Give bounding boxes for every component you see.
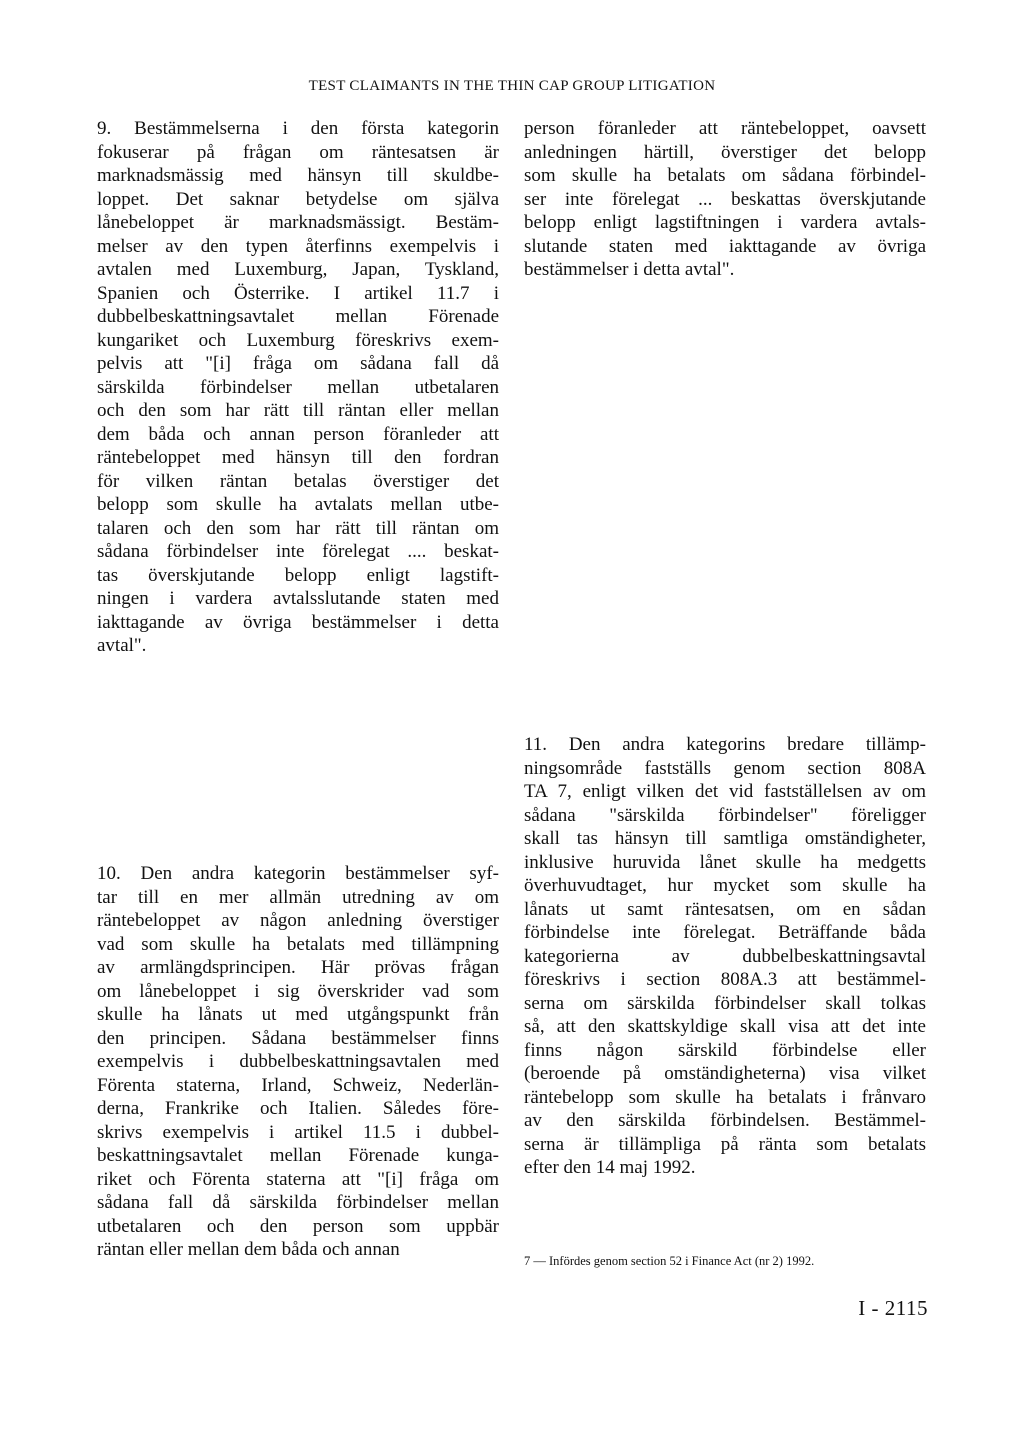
text-line: 11. Den andra kategorins bredare tillämp- <box>524 734 926 755</box>
text-line: räntebelopp som skulle ha betalats i frånvaro <box>524 1086 926 1108</box>
paragraph-11 <box>524 733 926 1180</box>
text-line: TA 7, enligt vilken det vid fastställelsen av om <box>524 781 926 802</box>
text-line: riket och Förenta staterna att "[i] fråga om <box>97 1168 499 1190</box>
text-line: (beroende på omständigheterna) visa vilket <box>524 1063 926 1084</box>
text-line: tas överskjutande belopp enligt lagstift- <box>97 564 499 586</box>
text-line: beskattningsavtalet mellan Förenade kunga- <box>97 1145 499 1166</box>
text-line: av den särskilda förbindelsen. Bestämmel- <box>524 1110 926 1131</box>
text-line: av armlängdsprincipen. Här prövas frågan <box>97 957 499 978</box>
text-line: räntan eller mellan dem båda och annan <box>97 1239 400 1260</box>
text-line: melser av den typen återfinns exempelvis i <box>97 235 499 257</box>
text-line: avtalen med Luxemburg, Japan, Tyskland, <box>97 259 499 280</box>
text-line: kungariket och Luxemburg föreskrivs exem- <box>97 329 499 351</box>
text-line: dubbelbeskattningsavtalet mellan Förenade <box>97 306 499 327</box>
text-line: vad som skulle ha betalats med tillämpning <box>97 933 499 955</box>
text-line: föreskrivs i section 808A.3 att bestämmel- <box>524 969 926 990</box>
page-number: I - 2115 <box>858 1296 928 1320</box>
text-line: om lånebeloppet i sig överskrider vad som <box>97 980 499 1002</box>
text-line: lånats ut samt räntesatsen, om en sådan <box>524 898 926 920</box>
text-line: överhuvudtaget, hur mycket som skulle ha <box>524 875 926 896</box>
text-line: person föranleder att räntebeloppet, oavsett <box>524 118 926 139</box>
text-line: räntebeloppet av någon anledning överstiger <box>97 910 499 931</box>
text-line: ser inte förelegat ... beskattas överskjutande <box>524 188 926 210</box>
text-line: derna, Frankrike och Italien. Således före- <box>97 1098 499 1119</box>
text-line: utbetalaren och den person som uppbär <box>97 1215 499 1237</box>
text-line: iakttagande av övriga bestämmelser i detta <box>97 611 499 633</box>
text-line: talaren och den som har rätt till räntan om <box>97 517 499 539</box>
text-line: anledningen härtill, överstiger det belopp <box>524 141 926 163</box>
text-line: dem båda och annan person föranleder att <box>97 423 499 445</box>
text-line: förbindelse inte förelegat. Beträffande båda <box>524 922 926 943</box>
text-line: pelvis att "[i] fråga om sådana fall då <box>97 353 499 374</box>
text-line: 9. Bestämmelserna i den första kategorin <box>97 118 499 139</box>
text-line: ningsområde fastställs genom section 808A <box>524 757 926 779</box>
text-line: exempelvis i dubbelbeskattningsavtalen med <box>97 1051 499 1072</box>
text-line: serna om särskilda förbindelser skall tolkas <box>524 992 926 1014</box>
text-line: för vilken räntan betalas överstiger det <box>97 470 499 492</box>
text-line: så, att den skattskyldige skall visa att det inte <box>524 1016 926 1037</box>
text-line: belopp enligt lagstiftningen i vardera avtals- <box>524 212 926 233</box>
text-line: skall tas hänsyn till samtliga omständigheter, <box>524 828 926 849</box>
text-line: Förenta staterna, Irland, Schweiz, Nederlän- <box>97 1074 499 1096</box>
text-line: sådana fall då särskilda förbindelser mellan <box>97 1192 499 1213</box>
text-line: fokuserar på frågan om räntesatsen är <box>97 141 499 163</box>
text-line: bestämmelser i detta avtal". <box>524 259 735 280</box>
text-line: marknadsmässig med hänsyn till skuldbe- <box>97 165 499 186</box>
text-line: Spanien och Österrike. I artikel 11.7 i <box>97 282 499 304</box>
text-line: 10. Den andra kategorin bestämmelser syf- <box>97 863 499 884</box>
text-line: slutande staten med iakttagande av övriga <box>524 235 926 257</box>
text-line: som skulle ha betalats om sådana förbindel- <box>524 165 926 186</box>
text-line: kategorierna av dubbelbeskattningsavtal <box>524 945 926 967</box>
text-line: och den som har rätt till räntan eller mellan <box>97 400 499 421</box>
text-line: avtal". <box>97 635 147 656</box>
footnote: 7 — Infördes genom section 52 i Finance Act (nr 2) 1992. <box>524 1254 815 1268</box>
text-line: skulle ha lånats ut med utgångspunkt från <box>97 1004 499 1025</box>
text-line: den principen. Sådana bestämmelser finns <box>97 1027 499 1049</box>
text-line: tar till en mer allmän utredning av om <box>97 886 499 908</box>
paragraph-9-continuation <box>524 117 926 282</box>
text-line: sådana "särskilda förbindelser" föreligger <box>524 804 926 826</box>
text-line: finns någon särskild förbindelse eller <box>524 1039 926 1061</box>
text-line: särskilda förbindelser mellan utbetalaren <box>97 376 499 398</box>
running-header: TEST CLAIMANTS IN THE THIN CAP GROUP LITIGATION <box>308 78 716 94</box>
text-line: räntebeloppet med hänsyn till den fordran <box>97 447 499 468</box>
text-line: belopp som skulle ha avtalats mellan utbe- <box>97 494 499 515</box>
paragraph-9 <box>97 117 499 658</box>
text-line: ningen i vardera avtalsslutande staten med <box>97 588 499 609</box>
text-line: skrivs exempelvis i artikel 11.5 i dubbel- <box>97 1121 499 1143</box>
paragraph-10 <box>97 862 499 1262</box>
text-line: serna är tillämpliga på ränta som betalats <box>524 1133 926 1155</box>
text-line: inklusive huruvida lånet skulle ha medgetts <box>524 851 926 873</box>
text-line: lånebeloppet är marknadsmässigt. Bestäm- <box>97 212 499 233</box>
text-line: sådana förbindelser inte förelegat .... beskat- <box>97 541 499 562</box>
text-line: efter den 14 maj 1992. <box>524 1157 696 1178</box>
text-line: loppet. Det saknar betydelse om själva <box>97 188 499 210</box>
